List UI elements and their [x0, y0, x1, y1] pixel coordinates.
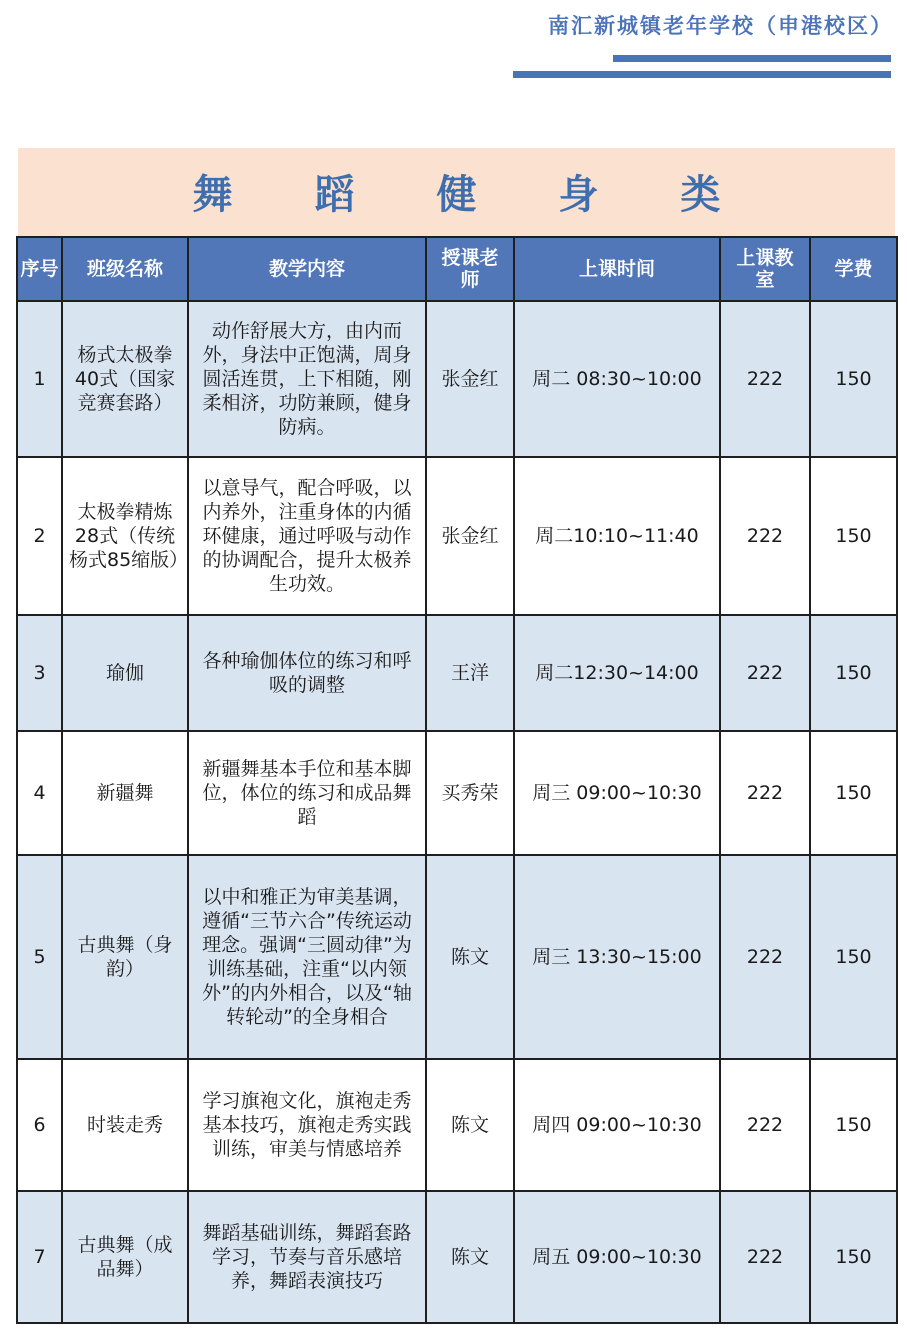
- cell-fee: 150: [810, 301, 897, 457]
- cell-class-name: 杨式太极拳40式（国家竞赛套路）: [62, 301, 188, 457]
- cell-fee: 150: [810, 1191, 897, 1323]
- cell-no: 6: [17, 1059, 62, 1191]
- col-header-class-name: 班级名称: [62, 237, 188, 301]
- cell-room: 222: [720, 1059, 810, 1191]
- cell-no: 1: [17, 301, 62, 457]
- cell-no: 2: [17, 457, 62, 615]
- cell-class-name: 古典舞（身韵）: [62, 855, 188, 1059]
- cell-class-name: 古典舞（成品舞）: [62, 1191, 188, 1323]
- cell-content: 学习旗袍文化，旗袍走秀基本技巧，旗袍走秀实践训练，审美与情感培养: [188, 1059, 426, 1191]
- cell-no: 4: [17, 731, 62, 855]
- cell-class-name: 瑜伽: [62, 615, 188, 731]
- col-header-content: 教学内容: [188, 237, 426, 301]
- cell-no: 7: [17, 1191, 62, 1323]
- col-header-time: 上课时间: [514, 237, 720, 301]
- cell-class-name: 新疆舞: [62, 731, 188, 855]
- cell-teacher: 张金红: [426, 457, 514, 615]
- cell-teacher: 陈文: [426, 1191, 514, 1323]
- cell-teacher: 张金红: [426, 301, 514, 457]
- cell-teacher: 买秀荣: [426, 731, 514, 855]
- course-table: [16, 236, 898, 1324]
- cell-room: 222: [720, 615, 810, 731]
- cell-time: 周三 13:30~15:00: [514, 855, 720, 1059]
- cell-fee: 150: [810, 615, 897, 731]
- cell-room: 222: [720, 855, 810, 1059]
- category-banner: [18, 148, 895, 236]
- table-row: [17, 1191, 897, 1323]
- cell-content: 新疆舞基本手位和基本脚位，体位的练习和成品舞蹈: [188, 731, 426, 855]
- cell-content: 各种瑜伽体位的练习和呼吸的调整: [188, 615, 426, 731]
- table-header-row: [17, 237, 897, 301]
- cell-time: 周五 09:00~10:30: [514, 1191, 720, 1323]
- cell-class-name: 时装走秀: [62, 1059, 188, 1191]
- cell-room: 222: [720, 301, 810, 457]
- col-header-fee: 学费: [810, 237, 897, 301]
- cell-teacher: 王洋: [426, 615, 514, 731]
- cell-time: 周三 09:00~10:30: [514, 731, 720, 855]
- table-row: [17, 457, 897, 615]
- table-row: [17, 731, 897, 855]
- table-row: [17, 855, 897, 1059]
- table-row: [17, 1059, 897, 1191]
- cell-class-name: 太极拳精炼28式（传统杨式85缩版）: [62, 457, 188, 615]
- cell-teacher: 陈文: [426, 1059, 514, 1191]
- cell-time: 周二12:30~14:00: [514, 615, 720, 731]
- cell-fee: 150: [810, 855, 897, 1059]
- category-title: 舞 蹈 健 身 类: [192, 172, 755, 218]
- cell-time: 周二 08:30~10:00: [514, 301, 720, 457]
- table-row: [17, 301, 897, 457]
- cell-time: 周二10:10~11:40: [514, 457, 720, 615]
- cell-room: 222: [720, 731, 810, 855]
- cell-time: 周四 09:00~10:30: [514, 1059, 720, 1191]
- col-header-classroom: 上课教室: [720, 237, 810, 301]
- cell-room: 222: [720, 457, 810, 615]
- table-row: [17, 615, 897, 731]
- cell-content: 以意导气，配合呼吸，以内养外，注重身体的内循环健康，通过呼吸与动作的协调配合，提升太极养生功效。: [188, 457, 426, 615]
- cell-fee: 150: [810, 457, 897, 615]
- school-name: 南汇新城镇老年学校（申港校区）: [548, 14, 893, 38]
- cell-fee: 150: [810, 731, 897, 855]
- col-header-no: 序号: [17, 237, 62, 301]
- cell-content: 以中和雅正为审美基调，遵循“三节六合”传统运动理念。强调“三圆动律”为训练基础，注重“以内领外”的内外相合，以及“轴转轮动”的全身相合: [188, 855, 426, 1059]
- cell-room: 222: [720, 1191, 810, 1323]
- cell-fee: 150: [810, 1059, 897, 1191]
- col-header-teacher: 授课老师: [426, 237, 514, 301]
- cell-content: 动作舒展大方，由内而外，身法中正饱满，周身圆活连贯，上下相随，刚柔相济，功防兼顾，健身防病。: [188, 301, 426, 457]
- decorative-bar-long: [513, 71, 891, 78]
- cell-no: 3: [17, 615, 62, 731]
- cell-content: 舞蹈基础训练，舞蹈套路学习，节奏与音乐感培养，舞蹈表演技巧: [188, 1191, 426, 1323]
- decorative-bar-short: [613, 55, 891, 62]
- cell-no: 5: [17, 855, 62, 1059]
- cell-teacher: 陈文: [426, 855, 514, 1059]
